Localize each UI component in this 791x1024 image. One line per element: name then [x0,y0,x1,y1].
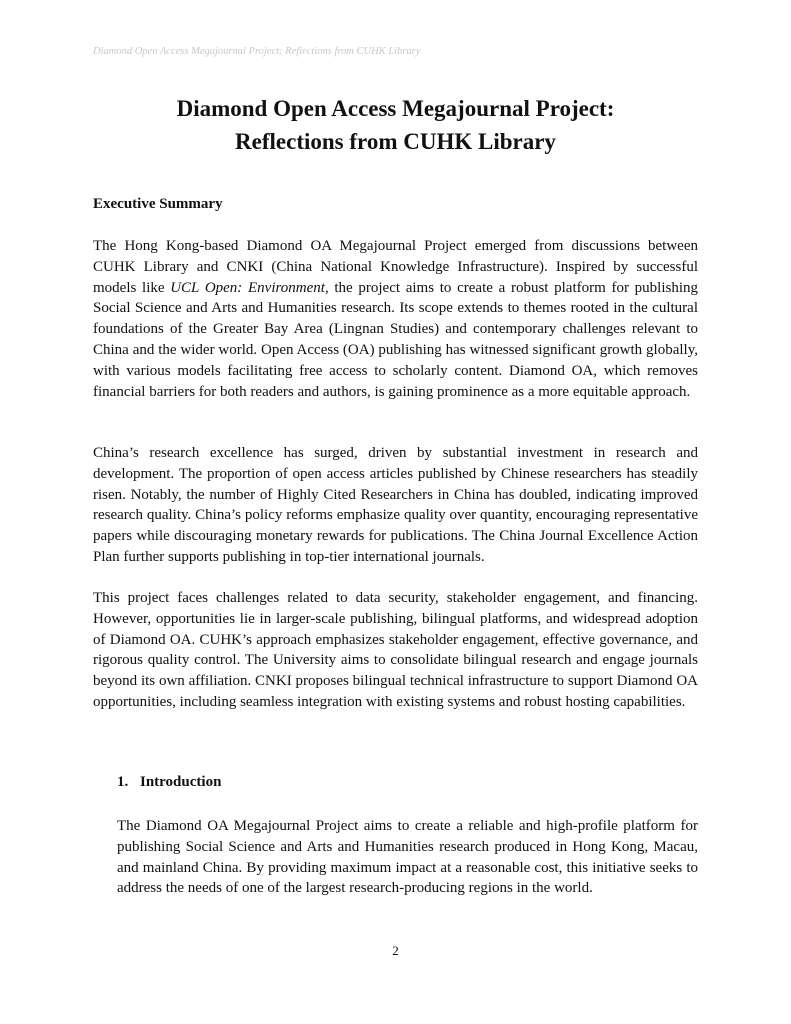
executive-summary-paragraph-3: This project faces challenges related to data security, stakeholder engagement, and financing. However, opportunities lie in larger-scale publishing, bilingual platforms, and widespread adoption of Diamond OA. CUHK’s approach emphasizes stakeholder engagement, effective governance, and rigorous quality control. The University aims to consolidate bilingual research and engage journals beyond its own affiliation. CNKI proposes bilingual technical infrastructure to support Diamond OA opportunities, including seamless integration with existing systems and robust hosting capabilities. [93,590,698,710]
introduction-title: Introduction [140,774,222,790]
paragraph-1-text-end: , the project aims to create a robust platform for publishing Social Science and Arts and Humanities research. Its scope extends to themes rooted in the cultural foundations of the Greater Bay Area (Lingnan Studies) and contemporary challenges relevant to China and the wider world. Open Access (OA) publishing has witnessed significant growth globally, with various models facilitating free access to scholarly content. Diamond OA, which removes financial barriers for both readers and authors, is gaining prominence as a more equitable approach. [93,279,699,400]
introduction-number: 1. [117,774,129,790]
executive-summary-paragraph-1 [93,236,698,402]
page-title [0,92,791,158]
page-number: 2 [392,943,399,958]
introduction-heading [117,774,221,791]
title-line-2: Reflections from CUHK Library [235,129,556,154]
executive-summary-paragraph-2: China’s research excellence has surged, driven by substantial investment in research and development. The proportion of open access articles published by Chinese researchers has steadily risen. Notably, the number of Highly Cited Researchers in China has doubled, indicating improved research quality. China’s policy reforms emphasize quality over quantity, encouraging representative papers while discouraging monetary rewards for publications. The China Journal Excellence Action Plan further supports publishing in top-tier international journals. [93,445,698,565]
introduction-paragraph: The Diamond OA Megajournal Project aims to create a reliable and high-profile platform for publishing Social Science and Arts and Humanities research produced in Hong Kong, Macau, and mainland China. By providing maximum impact at a reasonable cost, this initiative seeks to address the needs of one of the largest research-producing regions in the world. [117,818,698,897]
running-header: Diamond Open Access Megajournal Project: Reflections from CUHK Library [93,46,421,57]
paragraph-1-text-start: The Hong Kong-based Diamond OA Megajournal Project emerged from discussions between CUHK Library and CNKI (China National Knowledge Infrastructure). Inspired by successful models like [93,238,698,296]
title-line-1: Diamond Open Access Megajournal Project: [176,96,615,121]
executive-summary-heading: Executive Summary [93,196,223,212]
paragraph-1-italic-title: UCL Open: Environment [170,279,325,296]
